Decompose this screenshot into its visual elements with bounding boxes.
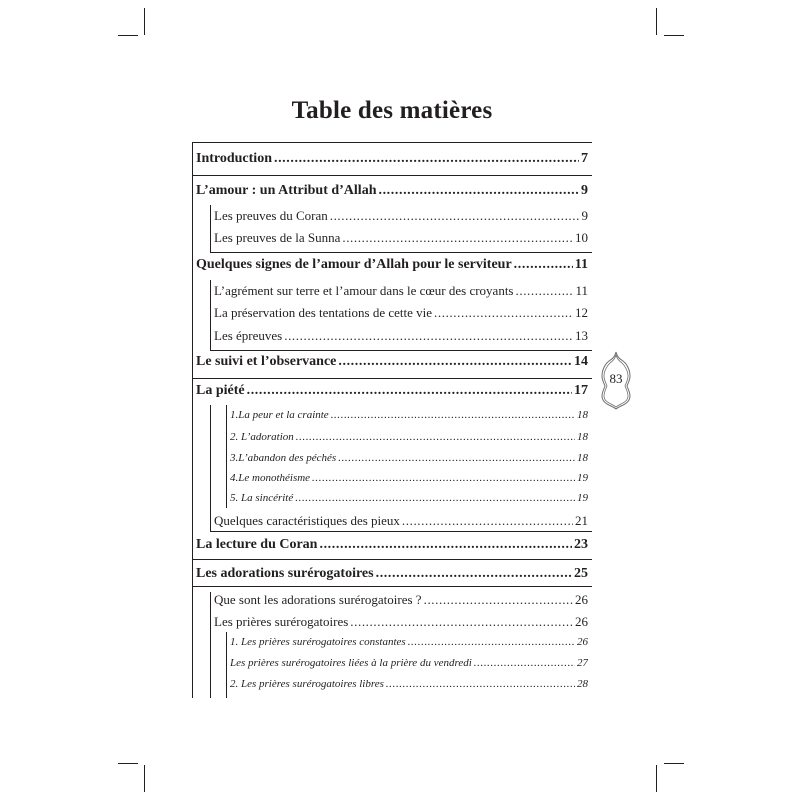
toc-entry[interactable] — [192, 472, 592, 492]
dot-leader — [474, 657, 575, 669]
toc-entry-page: 11 — [574, 257, 588, 272]
toc-entry[interactable] — [192, 537, 592, 557]
toc-entry-label: Les preuves du Coran — [214, 208, 328, 223]
toc-entry[interactable] — [192, 409, 592, 429]
crop-mark — [118, 35, 138, 36]
dot-leader — [408, 636, 575, 648]
toc-entry-label: 4.Le monothéisme — [230, 472, 311, 484]
toc-entry[interactable] — [192, 678, 592, 698]
toc-entry-page: 28 — [577, 678, 588, 690]
toc-entry-page: 7 — [581, 151, 588, 166]
toc-entry-page: 11 — [575, 283, 588, 298]
toc-entry-label: 1. Les prières surérogatoires constantes — [230, 636, 406, 648]
toc-entry-page: 19 — [577, 492, 588, 504]
page-number: 83 — [609, 371, 623, 386]
dot-leader — [330, 208, 580, 224]
toc-entry-label: Introduction — [196, 151, 272, 166]
toc-entry-label: Les adorations surérogatoires — [196, 566, 374, 581]
dot-leader — [274, 151, 579, 167]
toc-entry[interactable] — [192, 657, 592, 677]
dot-leader — [247, 383, 572, 399]
toc-entry-page: 18 — [577, 431, 588, 443]
toc-entry-page: 12 — [575, 305, 588, 320]
dot-leader — [331, 409, 575, 421]
toc-entry-label: 3.L’abandon des péchés — [230, 452, 337, 464]
crop-mark — [144, 8, 145, 35]
dot-leader — [295, 492, 575, 504]
toc-entry-page: 10 — [575, 230, 588, 245]
dot-leader — [378, 183, 579, 199]
toc-entry-page: 25 — [574, 566, 588, 581]
toc-entry[interactable] — [192, 383, 592, 403]
toc-entry-page: 13 — [575, 328, 588, 343]
dot-leader — [376, 566, 572, 582]
toc-entry-label: Le suivi et l’observance — [196, 354, 337, 369]
toc-entry[interactable] — [192, 305, 592, 325]
toc-entry[interactable] — [192, 431, 592, 451]
toc-entry[interactable] — [192, 592, 592, 612]
toc-divider — [192, 559, 592, 560]
toc-entry-label: Les preuves de la Sunna — [214, 230, 341, 245]
toc-entry-label: Les épreuves — [214, 328, 283, 343]
dot-leader — [386, 678, 575, 690]
toc-entry[interactable] — [192, 257, 592, 277]
page-title: Table des matières — [291, 97, 493, 124]
toc-entry[interactable] — [192, 614, 592, 634]
toc-entry[interactable] — [192, 283, 592, 303]
toc-entry-label: La lecture du Coran — [196, 537, 318, 552]
toc-divider — [192, 175, 592, 176]
toc-entry-label: La préservation des tentations de cette vie — [214, 305, 433, 320]
toc-entry-page: 26 — [575, 592, 588, 607]
toc-entry-page: 9 — [581, 208, 588, 223]
dot-leader — [424, 592, 573, 608]
toc-entry-label: Quelques signes de l’amour d’Allah pour le serviteur — [196, 257, 512, 272]
toc-entry-label: La piété — [196, 383, 245, 398]
toc-divider — [192, 378, 592, 379]
toc-divider — [192, 142, 592, 143]
dot-leader — [338, 452, 575, 464]
dot-leader — [514, 257, 573, 273]
toc-entry[interactable] — [192, 208, 592, 228]
toc-entry-label: 2. L’adoration — [230, 431, 294, 443]
toc-entry-label: 2. Les prières surérogatoires libres — [230, 678, 384, 690]
toc-entry[interactable] — [192, 492, 592, 512]
dot-leader — [350, 614, 573, 630]
crop-mark — [664, 763, 684, 764]
toc-entry[interactable] — [192, 452, 592, 472]
toc-entry-page: 17 — [574, 383, 588, 398]
dot-leader — [319, 537, 572, 553]
toc-entry[interactable] — [192, 328, 592, 348]
toc-entry-page: 9 — [581, 183, 588, 198]
toc-entry-label: Que sont les adorations surérogatoires ? — [214, 592, 422, 607]
toc-divider — [210, 252, 592, 253]
crop-mark — [144, 765, 145, 792]
toc-entry-label: Quelques caractéristiques des pieux — [214, 513, 400, 528]
dot-leader — [296, 431, 575, 443]
dot-leader — [402, 513, 573, 529]
toc-entry-page: 14 — [574, 354, 588, 369]
toc-entry-page: 18 — [577, 409, 588, 421]
toc-entry-page: 18 — [577, 452, 588, 464]
toc-entry-page: 21 — [575, 513, 588, 528]
toc-divider — [192, 586, 592, 587]
toc-entry-page: 26 — [577, 636, 588, 648]
toc-entry-page: 26 — [575, 614, 588, 629]
toc-entry[interactable] — [192, 566, 592, 586]
crop-mark — [656, 8, 657, 35]
toc-entry[interactable] — [192, 151, 592, 171]
crop-mark — [664, 35, 684, 36]
toc-entry[interactable] — [192, 354, 592, 374]
dot-leader — [434, 305, 573, 321]
toc-entry-label: Les prières surérogatoires liées à la prière du vendredi — [230, 657, 472, 669]
dot-leader — [284, 328, 573, 344]
toc-entry[interactable] — [192, 230, 592, 250]
toc-entry-label: Les prières surérogatoires — [214, 614, 349, 629]
toc-entry-page: 27 — [577, 657, 588, 669]
toc-entry-label: L’amour : un Attribut d’Allah — [196, 183, 377, 198]
toc-entry-label: 5. La sincérité — [230, 492, 294, 504]
crop-mark — [118, 763, 138, 764]
toc-entry-page: 23 — [574, 537, 588, 552]
toc-entry-label: 1.La peur et la crainte — [230, 409, 329, 421]
dot-leader — [342, 230, 573, 246]
toc-entry[interactable] — [192, 183, 592, 203]
toc-entry-page: 19 — [577, 472, 588, 484]
crop-mark — [656, 765, 657, 792]
dot-leader — [338, 354, 572, 370]
toc-entry-label: L’agrément sur terre et l’amour dans le cœur des croyants — [214, 283, 514, 298]
dot-leader — [516, 283, 574, 299]
toc-divider — [210, 350, 592, 351]
dot-leader — [312, 472, 575, 484]
toc-entry[interactable] — [192, 636, 592, 656]
toc-entry[interactable] — [192, 513, 592, 533]
